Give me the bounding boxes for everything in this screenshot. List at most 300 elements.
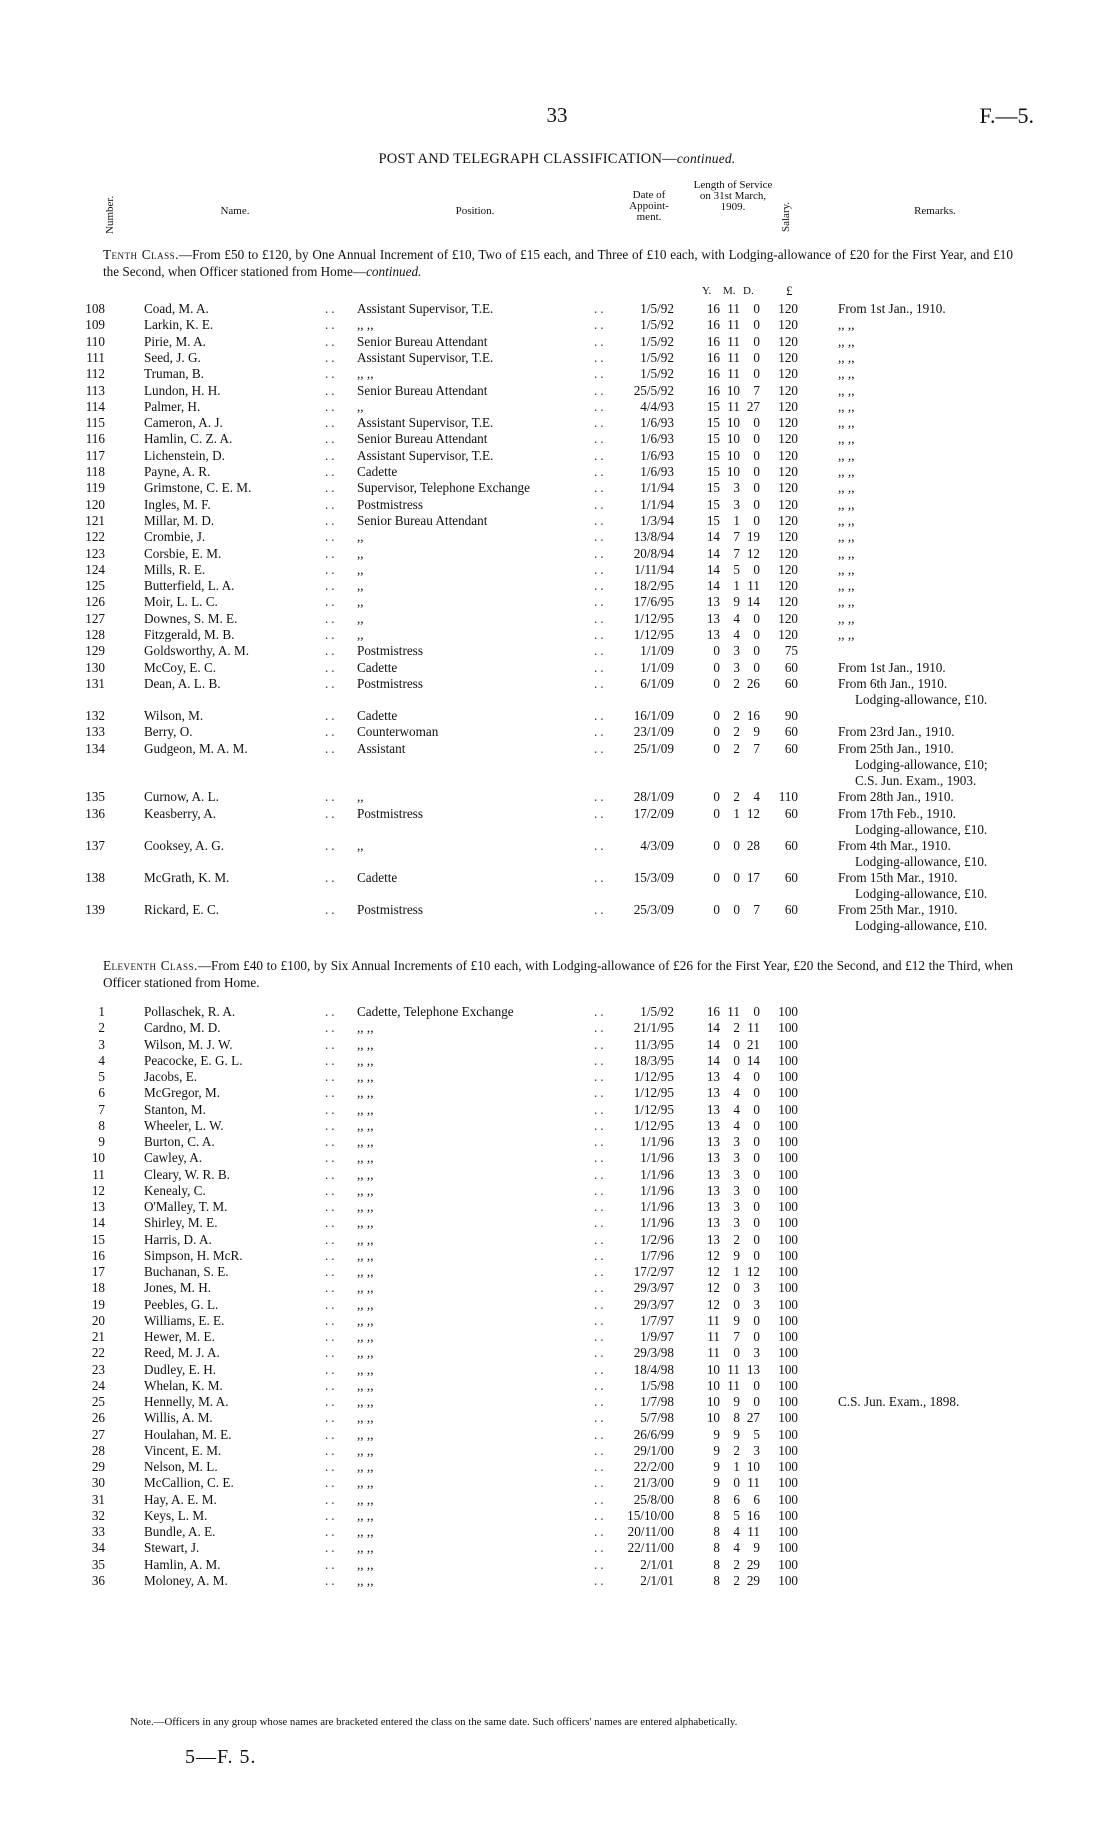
row-years: 9 bbox=[713, 1426, 720, 1442]
row-days: 5 bbox=[753, 1426, 760, 1442]
row-position: ,, bbox=[357, 529, 364, 545]
leader-dots: .. bbox=[325, 382, 338, 398]
leader-dots: .. bbox=[594, 1150, 607, 1166]
row-name: McGrath, K. M. bbox=[144, 869, 230, 885]
leader-dots: .. bbox=[594, 447, 607, 463]
row-position: Assistant Supervisor, T.E. bbox=[357, 415, 494, 431]
leader-dots: .. bbox=[594, 724, 607, 740]
row-name: Peebles, G. L. bbox=[144, 1296, 219, 1312]
leader-dots: .. bbox=[325, 1052, 338, 1068]
row-position: ,, ,, bbox=[357, 1199, 374, 1214]
row-days: 26 bbox=[746, 675, 760, 691]
row-days: 0 bbox=[753, 349, 760, 365]
row-salary: 100 bbox=[778, 1329, 798, 1344]
row-date: 1/1/96 bbox=[640, 1215, 674, 1231]
row-months: 4 bbox=[733, 1101, 740, 1117]
table-row bbox=[0, 528, 1114, 545]
row-name: Bundle, A. E. bbox=[144, 1524, 216, 1539]
row-salary: 100 bbox=[778, 1312, 798, 1328]
leader-dots: .. bbox=[594, 496, 607, 512]
row-date: 22/11/00 bbox=[627, 1540, 674, 1556]
row-name: Simpson, H. McR. bbox=[144, 1247, 243, 1263]
row-years: 14 bbox=[706, 545, 720, 561]
row-number: 112 bbox=[85, 366, 105, 382]
table-row bbox=[0, 1361, 1114, 1378]
row-position: ,, bbox=[357, 837, 364, 853]
row-years: 8 bbox=[713, 1507, 720, 1523]
row-days: 29 bbox=[746, 1556, 760, 1572]
leader-dots: .. bbox=[594, 1442, 607, 1458]
leader-dots: .. bbox=[594, 789, 607, 804]
row-salary: 60 bbox=[784, 901, 798, 917]
row-date: 2/1/01 bbox=[640, 1572, 674, 1588]
leader-dots: .. bbox=[325, 431, 338, 447]
page-title bbox=[0, 151, 1114, 168]
row-salary: 60 bbox=[784, 869, 798, 885]
row-date: 1/12/95 bbox=[633, 627, 674, 642]
leader-dots: .. bbox=[325, 1117, 338, 1133]
row-number: 31 bbox=[91, 1491, 105, 1507]
row-date: 15/3/09 bbox=[633, 869, 674, 885]
leader-dots: .. bbox=[594, 1101, 607, 1117]
row-days: 0 bbox=[753, 480, 760, 496]
leader-dots: .. bbox=[325, 415, 338, 431]
table-row bbox=[0, 1474, 1114, 1491]
row-salary: 120 bbox=[778, 529, 798, 545]
row-years: 14 bbox=[706, 578, 720, 594]
row-months: 0 bbox=[733, 1036, 740, 1052]
row-months: 10 bbox=[726, 447, 740, 463]
unit-pound: £ bbox=[786, 283, 793, 298]
row-name: Cawley, A. bbox=[144, 1150, 203, 1166]
row-salary: 100 bbox=[778, 1572, 798, 1588]
row-remarks: From 28th Jan., 1910. bbox=[838, 789, 954, 804]
row-number: 126 bbox=[85, 594, 105, 610]
row-years: 12 bbox=[706, 1280, 720, 1296]
row-years: 10 bbox=[706, 1361, 720, 1377]
row-years: 0 bbox=[713, 659, 720, 675]
leader-dots: .. bbox=[325, 707, 338, 723]
row-salary: 110 bbox=[778, 789, 798, 804]
row-salary: 100 bbox=[778, 1491, 798, 1507]
leader-dots: .. bbox=[594, 1117, 607, 1133]
row-days: 0 bbox=[753, 1101, 760, 1117]
table-row bbox=[0, 1101, 1114, 1118]
row-position: ,, ,, bbox=[357, 1134, 374, 1149]
leader-dots: .. bbox=[594, 1004, 607, 1019]
row-date: 26/6/99 bbox=[633, 1426, 674, 1442]
row-months: 9 bbox=[733, 1247, 740, 1263]
leader-dots: .. bbox=[594, 1166, 607, 1182]
row-number: 122 bbox=[85, 529, 105, 545]
leader-dots: .. bbox=[325, 1199, 338, 1214]
leader-dots: .. bbox=[594, 366, 607, 382]
row-position: ,, ,, bbox=[357, 1215, 374, 1231]
row-date: 29/3/97 bbox=[633, 1296, 674, 1312]
row-date: 1/7/98 bbox=[640, 1394, 674, 1409]
row-number: 36 bbox=[91, 1572, 105, 1588]
row-years: 15 bbox=[706, 480, 720, 496]
row-position: ,, ,, bbox=[357, 1572, 374, 1588]
row-date: 18/3/95 bbox=[633, 1052, 674, 1068]
row-salary: 100 bbox=[778, 1442, 798, 1458]
table-row bbox=[0, 1393, 1114, 1410]
row-months: 4 bbox=[733, 1069, 740, 1084]
row-number: 137 bbox=[85, 837, 105, 853]
row-date: 1/5/92 bbox=[640, 333, 674, 349]
row-years: 0 bbox=[713, 643, 720, 659]
row-days: 21 bbox=[746, 1036, 760, 1052]
row-number: 10 bbox=[91, 1150, 105, 1166]
row-name: Grimstone, C. E. M. bbox=[144, 480, 252, 496]
row-date: 1/12/95 bbox=[633, 1069, 674, 1084]
row-number: 28 bbox=[91, 1442, 105, 1458]
leader-dots: .. bbox=[325, 724, 338, 740]
row-number: 9 bbox=[98, 1134, 105, 1149]
row-days: 3 bbox=[753, 1345, 760, 1361]
row-number: 116 bbox=[85, 431, 105, 447]
leader-dots: .. bbox=[594, 1231, 607, 1247]
row-days: 7 bbox=[753, 382, 760, 398]
row-salary: 120 bbox=[778, 512, 798, 528]
row-remarks: ,, ,, bbox=[838, 610, 855, 626]
row-months: 4 bbox=[733, 1524, 740, 1539]
header-number: Number. bbox=[104, 195, 116, 234]
leader-dots: .. bbox=[325, 1361, 338, 1377]
row-position: Cadette, Telephone Exchange bbox=[357, 1004, 514, 1019]
row-salary: 60 bbox=[784, 805, 798, 821]
row-name: Stewart, J. bbox=[144, 1540, 200, 1556]
table-row bbox=[0, 447, 1114, 464]
row-name: McCallion, C. E. bbox=[144, 1475, 234, 1491]
row-months: 7 bbox=[733, 529, 740, 545]
row-name: Williams, E. E. bbox=[144, 1312, 225, 1328]
row-number: 120 bbox=[85, 496, 105, 512]
row-salary: 100 bbox=[778, 1459, 798, 1474]
row-number: 7 bbox=[98, 1101, 105, 1117]
table-row bbox=[0, 1036, 1114, 1053]
row-days: 0 bbox=[753, 1247, 760, 1263]
row-days: 3 bbox=[753, 1280, 760, 1296]
row-years: 13 bbox=[706, 1101, 720, 1117]
row-name: Curnow, A. L. bbox=[144, 789, 219, 804]
row-number: 111 bbox=[86, 349, 105, 365]
row-years: 15 bbox=[706, 447, 720, 463]
row-months: 11 bbox=[727, 349, 740, 365]
leader-dots: .. bbox=[594, 627, 607, 642]
row-days: 11 bbox=[747, 1475, 760, 1491]
row-date: 1/6/93 bbox=[640, 431, 674, 447]
row-name: Millar, M. D. bbox=[144, 512, 215, 528]
row-months: 3 bbox=[733, 1150, 740, 1166]
leader-dots: .. bbox=[594, 740, 607, 756]
row-date: 1/7/96 bbox=[640, 1247, 674, 1263]
row-date: 1/12/95 bbox=[633, 1085, 674, 1101]
leader-dots: .. bbox=[325, 366, 338, 382]
row-years: 15 bbox=[706, 415, 720, 431]
tenth-class-continued: continued. bbox=[366, 263, 422, 279]
row-salary: 120 bbox=[778, 480, 798, 496]
row-remarks: From 25th Jan., 1910. bbox=[838, 740, 954, 756]
row-number: 127 bbox=[85, 610, 105, 626]
leader-dots: .. bbox=[594, 464, 607, 479]
table-row bbox=[0, 365, 1114, 382]
row-position: ,, bbox=[357, 610, 364, 626]
row-name: Keasberry, A. bbox=[144, 805, 217, 821]
table-row bbox=[0, 1458, 1114, 1475]
row-remarks: ,, ,, bbox=[838, 496, 855, 512]
table-row bbox=[0, 414, 1114, 431]
row-days: 0 bbox=[753, 1377, 760, 1393]
row-days: 29 bbox=[746, 1572, 760, 1588]
leader-dots: .. bbox=[325, 301, 338, 316]
row-date: 1/1/96 bbox=[640, 1150, 674, 1166]
row-position: Postmistress bbox=[357, 805, 423, 821]
row-salary: 100 bbox=[778, 1377, 798, 1393]
row-remarks: ,, ,, bbox=[838, 545, 855, 561]
row-date: 1/6/93 bbox=[640, 464, 674, 479]
row-months: 11 bbox=[727, 1377, 740, 1393]
row-position: ,, ,, bbox=[357, 1329, 374, 1344]
row-days: 27 bbox=[746, 1410, 760, 1426]
leader-dots: .. bbox=[325, 1264, 338, 1279]
row-position: ,, ,, bbox=[357, 1036, 374, 1052]
leader-dots: .. bbox=[594, 1199, 607, 1214]
row-name: Harris, D. A. bbox=[144, 1231, 212, 1247]
row-salary: 120 bbox=[778, 431, 798, 447]
row-months: 11 bbox=[727, 301, 740, 316]
row-salary: 120 bbox=[778, 496, 798, 512]
row-date: 17/6/95 bbox=[633, 594, 674, 610]
row-name: Moloney, A. M. bbox=[144, 1572, 228, 1588]
row-salary: 100 bbox=[778, 1069, 798, 1084]
table-row bbox=[0, 430, 1114, 447]
row-salary: 90 bbox=[784, 707, 798, 723]
table-row bbox=[0, 1523, 1114, 1540]
row-years: 13 bbox=[706, 1150, 720, 1166]
row-number: 109 bbox=[85, 317, 105, 333]
title-text: POST AND TELEGRAPH CLASSIFICATION— bbox=[378, 151, 677, 167]
leader-dots: .. bbox=[594, 1394, 607, 1409]
leader-dots: .. bbox=[325, 1491, 338, 1507]
row-position: ,, ,, bbox=[357, 366, 374, 382]
row-number: 136 bbox=[85, 805, 105, 821]
leader-dots: .. bbox=[594, 333, 607, 349]
row-months: 1 bbox=[733, 512, 740, 528]
row-months: 5 bbox=[733, 1507, 740, 1523]
table-row bbox=[0, 675, 1114, 692]
row-days: 12 bbox=[746, 805, 760, 821]
leader-dots: .. bbox=[594, 1280, 607, 1296]
row-days: 0 bbox=[753, 366, 760, 382]
row-date: 18/2/95 bbox=[633, 578, 674, 594]
table-row bbox=[0, 901, 1114, 918]
row-date: 29/1/00 bbox=[633, 1442, 674, 1458]
row-years: 0 bbox=[713, 869, 720, 885]
row-remarks: From 17th Feb., 1910. bbox=[838, 805, 956, 821]
row-salary: 100 bbox=[778, 1052, 798, 1068]
row-number: 21 bbox=[91, 1329, 105, 1344]
row-salary: 100 bbox=[778, 1475, 798, 1491]
row-days: 0 bbox=[753, 1215, 760, 1231]
leader-dots: .. bbox=[325, 1524, 338, 1539]
leader-dots: .. bbox=[325, 627, 338, 642]
row-name: Pollaschek, R. A. bbox=[144, 1004, 236, 1019]
leader-dots: .. bbox=[594, 1052, 607, 1068]
row-remarks: From 4th Mar., 1910. bbox=[838, 837, 951, 853]
row-years: 9 bbox=[713, 1442, 720, 1458]
row-position: Assistant Supervisor, T.E. bbox=[357, 349, 494, 365]
table-row bbox=[0, 869, 1114, 886]
row-months: 11 bbox=[727, 398, 740, 414]
row-months: 11 bbox=[727, 1361, 740, 1377]
leader-dots: .. bbox=[325, 1150, 338, 1166]
table-row bbox=[0, 1377, 1114, 1394]
row-number: 119 bbox=[85, 480, 105, 496]
row-name: McGregor, M. bbox=[144, 1085, 221, 1101]
table-row bbox=[0, 496, 1114, 513]
row-name: Shirley, M. E. bbox=[144, 1215, 218, 1231]
row-days: 9 bbox=[753, 1540, 760, 1556]
row-date: 21/3/00 bbox=[633, 1475, 674, 1491]
row-remarks: ,, ,, bbox=[838, 627, 855, 642]
row-months: 3 bbox=[733, 496, 740, 512]
row-salary: 100 bbox=[778, 1182, 798, 1198]
leader-dots: .. bbox=[594, 1540, 607, 1556]
row-name: Downes, S. M. E. bbox=[144, 610, 238, 626]
row-date: 1/2/96 bbox=[640, 1231, 674, 1247]
row-date: 1/1/94 bbox=[640, 480, 674, 496]
row-salary: 100 bbox=[778, 1264, 798, 1279]
row-remarks: ,, ,, bbox=[838, 349, 855, 365]
row-number: 114 bbox=[85, 398, 105, 414]
row-years: 15 bbox=[706, 464, 720, 479]
row-number: 13 bbox=[91, 1199, 105, 1214]
row-name: Crombie, J. bbox=[144, 529, 206, 545]
row-name: Burton, C. A. bbox=[144, 1134, 215, 1149]
row-date: 1/5/92 bbox=[640, 366, 674, 382]
row-months: 3 bbox=[733, 659, 740, 675]
row-date: 25/3/09 bbox=[633, 901, 674, 917]
row-days: 0 bbox=[753, 627, 760, 642]
row-position: ,, ,, bbox=[357, 1117, 374, 1133]
row-years: 13 bbox=[706, 1199, 720, 1214]
leader-dots: .. bbox=[325, 398, 338, 414]
row-months: 10 bbox=[726, 382, 740, 398]
row-date: 1/1/09 bbox=[640, 659, 674, 675]
row-position: Postmistress bbox=[357, 496, 423, 512]
row-salary: 100 bbox=[778, 1280, 798, 1296]
row-years: 10 bbox=[706, 1377, 720, 1393]
table-row bbox=[0, 463, 1114, 480]
leader-dots: .. bbox=[594, 415, 607, 431]
row-remarks: ,, ,, bbox=[838, 366, 855, 382]
row-date: 25/5/92 bbox=[633, 382, 674, 398]
table-row bbox=[0, 1328, 1114, 1345]
row-days: 11 bbox=[747, 1020, 760, 1036]
tenth-class-text: —From £50 to £120, by One Annual Increment of £10, Two of £15 each, and Three of £10 each, with Lodging-allowance of £20 for the First Year, and £10 the Second, when Officer stationed from Home— bbox=[103, 247, 1013, 279]
row-years: 13 bbox=[706, 1134, 720, 1149]
leader-dots: .. bbox=[594, 1069, 607, 1084]
row-months: 4 bbox=[733, 1085, 740, 1101]
table-row bbox=[0, 577, 1114, 594]
row-months: 4 bbox=[733, 610, 740, 626]
row-months: 0 bbox=[733, 1345, 740, 1361]
row-months: 2 bbox=[733, 1231, 740, 1247]
row-position: Senior Bureau Attendant bbox=[357, 382, 488, 398]
row-months: 11 bbox=[727, 333, 740, 349]
leader-dots: .. bbox=[594, 349, 607, 365]
row-number: 1 bbox=[98, 1004, 105, 1019]
row-position: ,, bbox=[357, 578, 364, 594]
row-position: Senior Bureau Attendant bbox=[357, 512, 488, 528]
leader-dots: .. bbox=[325, 1247, 338, 1263]
table-row bbox=[0, 1003, 1114, 1020]
row-name: Cooksey, A. G. bbox=[144, 837, 225, 853]
row-months: 7 bbox=[733, 1329, 740, 1344]
row-months: 4 bbox=[733, 627, 740, 642]
leader-dots: .. bbox=[325, 512, 338, 528]
row-months: 3 bbox=[733, 1166, 740, 1182]
row-salary: 100 bbox=[778, 1085, 798, 1101]
row-years: 9 bbox=[713, 1459, 720, 1474]
row-days: 0 bbox=[753, 1312, 760, 1328]
row-salary: 100 bbox=[778, 1150, 798, 1166]
table-row bbox=[0, 1166, 1114, 1183]
row-date: 17/2/09 bbox=[633, 805, 674, 821]
page-number: 33 bbox=[546, 103, 568, 127]
leader-dots: .. bbox=[325, 1280, 338, 1296]
leader-dots: .. bbox=[325, 447, 338, 463]
row-number: 11 bbox=[92, 1166, 105, 1182]
row-date: 1/5/92 bbox=[640, 349, 674, 365]
row-number: 117 bbox=[85, 447, 105, 463]
unit-months: M. bbox=[723, 285, 736, 297]
row-name: Hay, A. E. M. bbox=[144, 1491, 217, 1507]
row-date: 18/4/98 bbox=[633, 1361, 674, 1377]
leader-dots: .. bbox=[325, 643, 338, 659]
row-position: ,, ,, bbox=[357, 1442, 374, 1458]
row-number: 35 bbox=[91, 1556, 105, 1572]
table-row bbox=[0, 1214, 1114, 1231]
table-row bbox=[0, 788, 1114, 805]
row-date: 1/12/95 bbox=[633, 1117, 674, 1133]
row-salary: 100 bbox=[778, 1004, 798, 1019]
leader-dots: .. bbox=[325, 1182, 338, 1198]
table-row bbox=[0, 398, 1114, 415]
row-name: Gudgeon, M. A. M. bbox=[144, 740, 248, 756]
row-date: 29/3/98 bbox=[633, 1345, 674, 1361]
row-salary: 120 bbox=[778, 610, 798, 626]
row-years: 11 bbox=[707, 1345, 720, 1361]
leader-dots: .. bbox=[325, 1410, 338, 1426]
leader-dots: .. bbox=[325, 545, 338, 561]
row-days: 0 bbox=[753, 1182, 760, 1198]
row-salary: 100 bbox=[778, 1556, 798, 1572]
leader-dots: .. bbox=[325, 1345, 338, 1361]
header-position: Position. bbox=[455, 205, 495, 217]
table-row bbox=[0, 512, 1114, 529]
leader-dots: .. bbox=[594, 707, 607, 723]
leader-dots: .. bbox=[594, 561, 607, 577]
leader-dots: .. bbox=[594, 398, 607, 414]
row-salary: 100 bbox=[778, 1361, 798, 1377]
row-months: 0 bbox=[733, 901, 740, 917]
table-row bbox=[0, 1312, 1114, 1329]
row-salary: 60 bbox=[784, 740, 798, 756]
row-position: ,, ,, bbox=[357, 1524, 374, 1539]
row-name: Peacocke, E. G. L. bbox=[144, 1052, 243, 1068]
